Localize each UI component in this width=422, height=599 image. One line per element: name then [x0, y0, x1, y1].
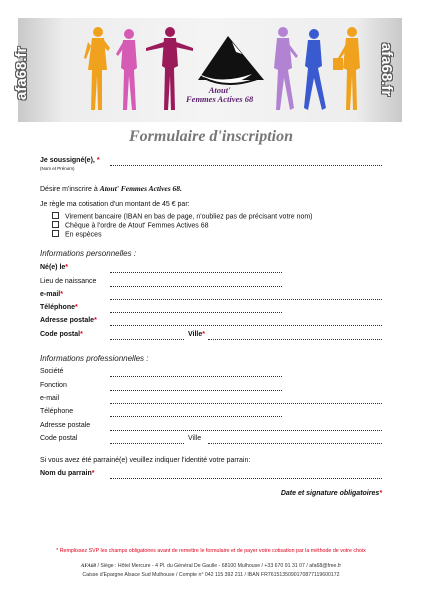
logo-mark — [196, 36, 264, 84]
checkbox[interactable] — [52, 212, 59, 219]
pro-email-label: e-mail — [40, 395, 60, 402]
women-silhouettes-illustration — [18, 18, 402, 122]
payment-option-cash[interactable]: En espèces — [52, 231, 102, 238]
birthplace-field[interactable] — [110, 286, 282, 287]
payment-option-transfer[interactable]: Virement bancaire (IBAN en bas de page, n'oubliez pas de précisant votre nom) — [52, 213, 313, 220]
logo-text: Atout' Femmes Actives 68 — [186, 85, 254, 104]
phone-field[interactable] — [110, 312, 282, 313]
birthplace-label: Lieu de naissance — [40, 278, 97, 285]
undersigned-sub: (Nom et Prénom) — [40, 166, 75, 171]
sponsor-label: Nom du parrain* — [40, 470, 95, 477]
pro-phone-field[interactable] — [110, 416, 282, 417]
function-field[interactable] — [110, 390, 282, 391]
sponsor-text: Si vous avez été parrainé(e) veuillez indiquer l'identité votre parrain: — [40, 457, 251, 464]
undersigned-field[interactable] — [110, 165, 382, 166]
email-field[interactable] — [110, 299, 382, 300]
personal-heading: Informations personnelles : — [40, 249, 137, 258]
wish-line: Désire m'inscrire à Atout' Femmes Actives 68. — [40, 184, 182, 193]
pro-postcode-label: Code postal — [40, 435, 78, 442]
pro-address-label: Adresse postale — [40, 422, 91, 429]
pro-city-label: Ville — [188, 435, 202, 442]
checkbox[interactable] — [52, 221, 59, 228]
postcode-field[interactable] — [110, 339, 184, 340]
company-label: Société — [40, 368, 64, 375]
professional-heading: Informations professionnelles : — [40, 354, 149, 363]
signature-label: Date et signature obligatoires* — [280, 490, 382, 497]
city-label: Ville* — [188, 331, 206, 338]
birthdate-label: Né(e) le* — [40, 264, 69, 271]
address-label: Adresse postale* — [40, 317, 97, 324]
pink-silhouette — [116, 29, 137, 110]
page-title: Formulaire d'inscription — [128, 128, 294, 145]
footer-address: AFA68 / Siège : Hôtel Mercure - 4 Pl. du Général De Gaulle - 68100 Mulhouse / +33 670 91 31 07 / afa68@free.fr — [80, 563, 342, 569]
checkbox[interactable] — [52, 230, 59, 237]
blue-silhouette — [304, 29, 326, 110]
undersigned-label: Je soussigné(e), * — [40, 157, 100, 164]
orange-silhouette — [84, 27, 110, 110]
payment-option-cheque[interactable]: Chèque à l'ordre de Atout' Femmes Actives 68 — [52, 222, 209, 229]
address-field[interactable] — [110, 325, 382, 326]
email-label: e-mail* — [40, 291, 63, 298]
header-banner: afa68.fr afa68.fr Atout' Femmes Actives 68 — [18, 18, 402, 122]
phone-label: Téléphone* — [40, 304, 78, 311]
pro-postcode-field[interactable] — [110, 443, 184, 444]
pro-city-field[interactable] — [208, 443, 382, 444]
orange-bag-silhouette — [333, 27, 360, 110]
company-field[interactable] — [110, 376, 282, 377]
payment-intro: Je règle ma cotisation d'un montant de 45 € par: — [40, 201, 190, 208]
pro-address-field[interactable] — [110, 430, 382, 431]
required-note: * Remplissez SVP les champs obligatoires avant de remettre le formulaire et de payer votre cotisation par la méthode de votre choix — [56, 548, 366, 554]
pro-phone-label: Téléphone — [40, 408, 74, 415]
pro-email-field[interactable] — [110, 403, 382, 404]
function-label: Fonction — [40, 382, 67, 389]
city-field[interactable] — [208, 339, 382, 340]
lavender-silhouette — [274, 27, 298, 110]
postcode-label: Code postal* — [40, 331, 83, 338]
birthdate-field[interactable] — [110, 272, 282, 273]
footer-bank: Caisse d'Epargne Alsace Sud Mulhouse / Compte n° 042 115 392 211 / IBAN FR7615135090170877119600172 — [82, 572, 340, 578]
sponsor-field[interactable] — [110, 478, 382, 479]
